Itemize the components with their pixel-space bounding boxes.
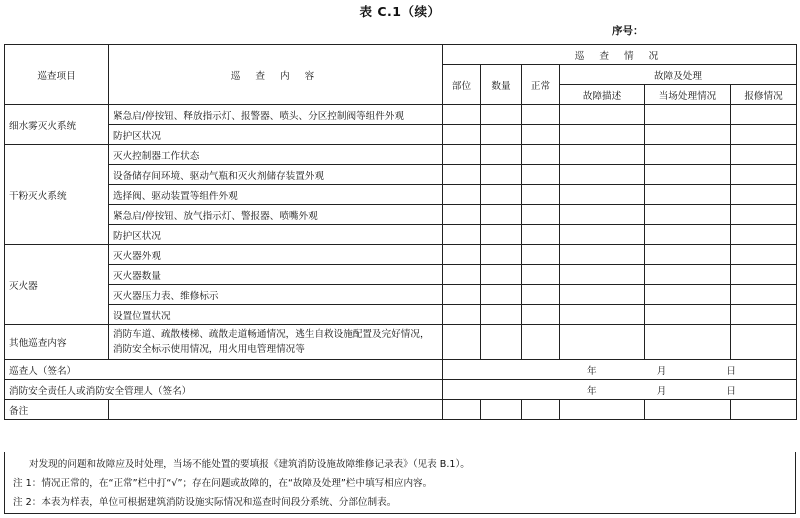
entry-cell[interactable] [481, 225, 522, 245]
entry-cell[interactable] [731, 305, 797, 325]
table-row [5, 145, 797, 165]
entry-cell[interactable] [560, 105, 645, 125]
table-row [5, 205, 797, 225]
entry-cell[interactable] [731, 325, 797, 360]
entry-cell[interactable] [522, 225, 560, 245]
date-year-label: 年 [587, 365, 597, 377]
entry-cell[interactable] [560, 225, 645, 245]
entry-cell[interactable] [481, 285, 522, 305]
remarks-cell[interactable] [443, 400, 481, 420]
entry-cell[interactable] [560, 185, 645, 205]
entry-cell[interactable] [443, 145, 481, 165]
entry-cell[interactable] [560, 305, 645, 325]
entry-cell[interactable] [443, 325, 481, 360]
entry-cell[interactable] [645, 145, 731, 165]
entry-cell[interactable] [645, 205, 731, 225]
inspection-item: 紧急启/停按钮、放气指示灯、警报器、喷嘴外观 [109, 205, 443, 225]
entry-cell[interactable] [645, 105, 731, 125]
entry-cell[interactable] [560, 145, 645, 165]
entry-cell[interactable] [443, 185, 481, 205]
date-day-label: 日 [726, 385, 736, 397]
entry-cell[interactable] [731, 245, 797, 265]
remarks-cell[interactable] [481, 400, 522, 420]
entry-cell[interactable] [481, 205, 522, 225]
entry-cell[interactable] [443, 225, 481, 245]
table-row [5, 265, 797, 285]
entry-cell[interactable] [443, 245, 481, 265]
note-line: 注 1：情况正常的，在“正常”栏中打“√”；存在问题或故障的，在“故障及处理”栏中填写相应内容。 [13, 478, 433, 489]
inspection-item: 紧急启/停按钮、释放指示灯、报警器、喷头、分区控制阀等组件外观 [109, 105, 443, 125]
entry-cell[interactable] [731, 225, 797, 245]
header-report: 报修情况 [731, 85, 797, 105]
group-name: 细水雾灭火系统 [5, 105, 109, 145]
entry-cell[interactable] [443, 205, 481, 225]
remarks-label: 备注 [5, 400, 109, 420]
entry-cell[interactable] [560, 165, 645, 185]
header-item: 巡查项目 [5, 45, 109, 105]
inspector-signature-row [5, 360, 797, 380]
serial-number-label: 序号： [612, 25, 644, 37]
inspection-item: 防护区状况 [109, 225, 443, 245]
table-row [5, 225, 797, 245]
entry-cell[interactable] [522, 185, 560, 205]
notes-section [4, 452, 796, 514]
date-field[interactable] [443, 360, 797, 380]
entry-cell[interactable] [522, 245, 560, 265]
entry-cell[interactable] [522, 325, 560, 360]
entry-cell[interactable] [560, 205, 645, 225]
entry-cell[interactable] [443, 105, 481, 125]
inspection-record-table [4, 44, 797, 420]
entry-cell[interactable] [481, 185, 522, 205]
table-title: 表 C.1（续） [359, 4, 441, 19]
date-month-label: 月 [656, 365, 667, 377]
date-field[interactable] [443, 380, 797, 400]
date-day-label: 日 [726, 365, 736, 377]
table-row [5, 325, 797, 360]
entry-cell[interactable] [560, 125, 645, 145]
entry-cell[interactable] [481, 265, 522, 285]
header-location: 部位 [443, 65, 481, 105]
entry-cell[interactable] [731, 185, 797, 205]
entry-cell[interactable] [645, 305, 731, 325]
entry-cell[interactable] [481, 325, 522, 360]
remarks-cell[interactable] [645, 400, 731, 420]
inspector-signature-row-label: 巡查人（签名） [5, 360, 443, 380]
inspection-item: 设置位置状况 [109, 305, 443, 325]
entry-cell[interactable] [731, 165, 797, 185]
entry-cell[interactable] [443, 165, 481, 185]
header-onsite: 当场处理情况 [645, 85, 731, 105]
entry-cell[interactable] [443, 265, 481, 285]
entry-cell[interactable] [645, 285, 731, 305]
entry-cell[interactable] [560, 265, 645, 285]
remarks-cell[interactable] [731, 400, 797, 420]
entry-cell[interactable] [481, 105, 522, 125]
inspection-item: 防护区状况 [109, 125, 443, 145]
header-quantity: 数量 [481, 65, 522, 105]
header-fault-desc: 故障描述 [560, 85, 645, 105]
note-line: 对发现的问题和故障应及时处理，当场不能处置的要填报《建筑消防设施故障维修记录表》（见表 B.1）。 [29, 459, 470, 470]
inspection-item: 消防车道、疏散楼梯、疏散走道畅通情况，逃生自救设施配置及完好情况，消防安全标示使用情况，用火用电管理情况等 [109, 325, 443, 360]
date-year-label: 年 [587, 385, 597, 397]
entry-cell[interactable] [443, 285, 481, 305]
entry-cell[interactable] [522, 105, 560, 125]
remarks-cell[interactable] [560, 400, 645, 420]
entry-cell[interactable] [560, 285, 645, 305]
table-row [5, 305, 797, 325]
entry-cell[interactable] [645, 125, 731, 145]
entry-cell[interactable] [731, 145, 797, 165]
entry-cell[interactable] [522, 285, 560, 305]
manager-signature-row [5, 380, 797, 400]
entry-cell[interactable] [481, 125, 522, 145]
entry-cell[interactable] [645, 165, 731, 185]
header-inspection: 巡 查 情 况 [443, 45, 797, 65]
entry-cell[interactable] [481, 305, 522, 325]
entry-cell[interactable] [731, 105, 797, 125]
group-name: 灭火器 [5, 245, 109, 325]
entry-cell[interactable] [522, 265, 560, 285]
inspection-item: 设备储存间环境、驱动气瓶和灭火剂储存装置外观 [109, 165, 443, 185]
inspection-item: 选择阀、驱动装置等组件外观 [109, 185, 443, 205]
entry-cell[interactable] [731, 125, 797, 145]
entry-cell[interactable] [560, 245, 645, 265]
entry-cell[interactable] [481, 145, 522, 165]
group-name: 其他巡查内容 [5, 325, 109, 360]
remarks-cell[interactable] [522, 400, 560, 420]
group-name: 干粉灭火系统 [5, 145, 109, 245]
entry-cell[interactable] [522, 125, 560, 145]
entry-cell[interactable] [443, 125, 481, 145]
entry-cell[interactable] [645, 265, 731, 285]
entry-cell[interactable] [443, 305, 481, 325]
inspection-item: 灭火器外观 [109, 245, 443, 265]
entry-cell[interactable] [522, 205, 560, 225]
table-row [5, 245, 797, 265]
entry-cell[interactable] [522, 165, 560, 185]
entry-cell[interactable] [645, 325, 731, 360]
inspection-item: 灭火控制器工作状态 [109, 145, 443, 165]
entry-cell[interactable] [481, 245, 522, 265]
header-normal: 正常 [522, 65, 560, 105]
inspection-item: 灭火器数量 [109, 265, 443, 285]
entry-cell[interactable] [731, 285, 797, 305]
entry-cell[interactable] [481, 165, 522, 185]
entry-cell[interactable] [560, 325, 645, 360]
entry-cell[interactable] [522, 305, 560, 325]
entry-cell[interactable] [731, 205, 797, 225]
header-content: 巡 查 内 容 [109, 45, 443, 105]
date-month-label: 月 [656, 385, 667, 397]
entry-cell[interactable] [645, 185, 731, 205]
remarks-row [5, 400, 797, 420]
note-line: 注 2：本表为样表，单位可根据建筑消防设施实际情况和巡查时间段分系统、分部位制表。 [13, 497, 397, 508]
entry-cell[interactable] [645, 245, 731, 265]
table-row [5, 165, 797, 185]
manager-signature-row-label: 消防安全责任人或消防安全管理人（签名） [5, 380, 443, 400]
remarks-cell[interactable] [109, 400, 443, 420]
table-row [5, 105, 797, 125]
table-row [5, 285, 797, 305]
entry-cell[interactable] [522, 145, 560, 165]
entry-cell[interactable] [645, 225, 731, 245]
table-row [5, 125, 797, 145]
entry-cell[interactable] [731, 265, 797, 285]
inspection-item: 灭火器压力表、维修标示 [109, 285, 443, 305]
header-fault-group: 故障及处理 [560, 65, 797, 85]
table-row [5, 185, 797, 205]
